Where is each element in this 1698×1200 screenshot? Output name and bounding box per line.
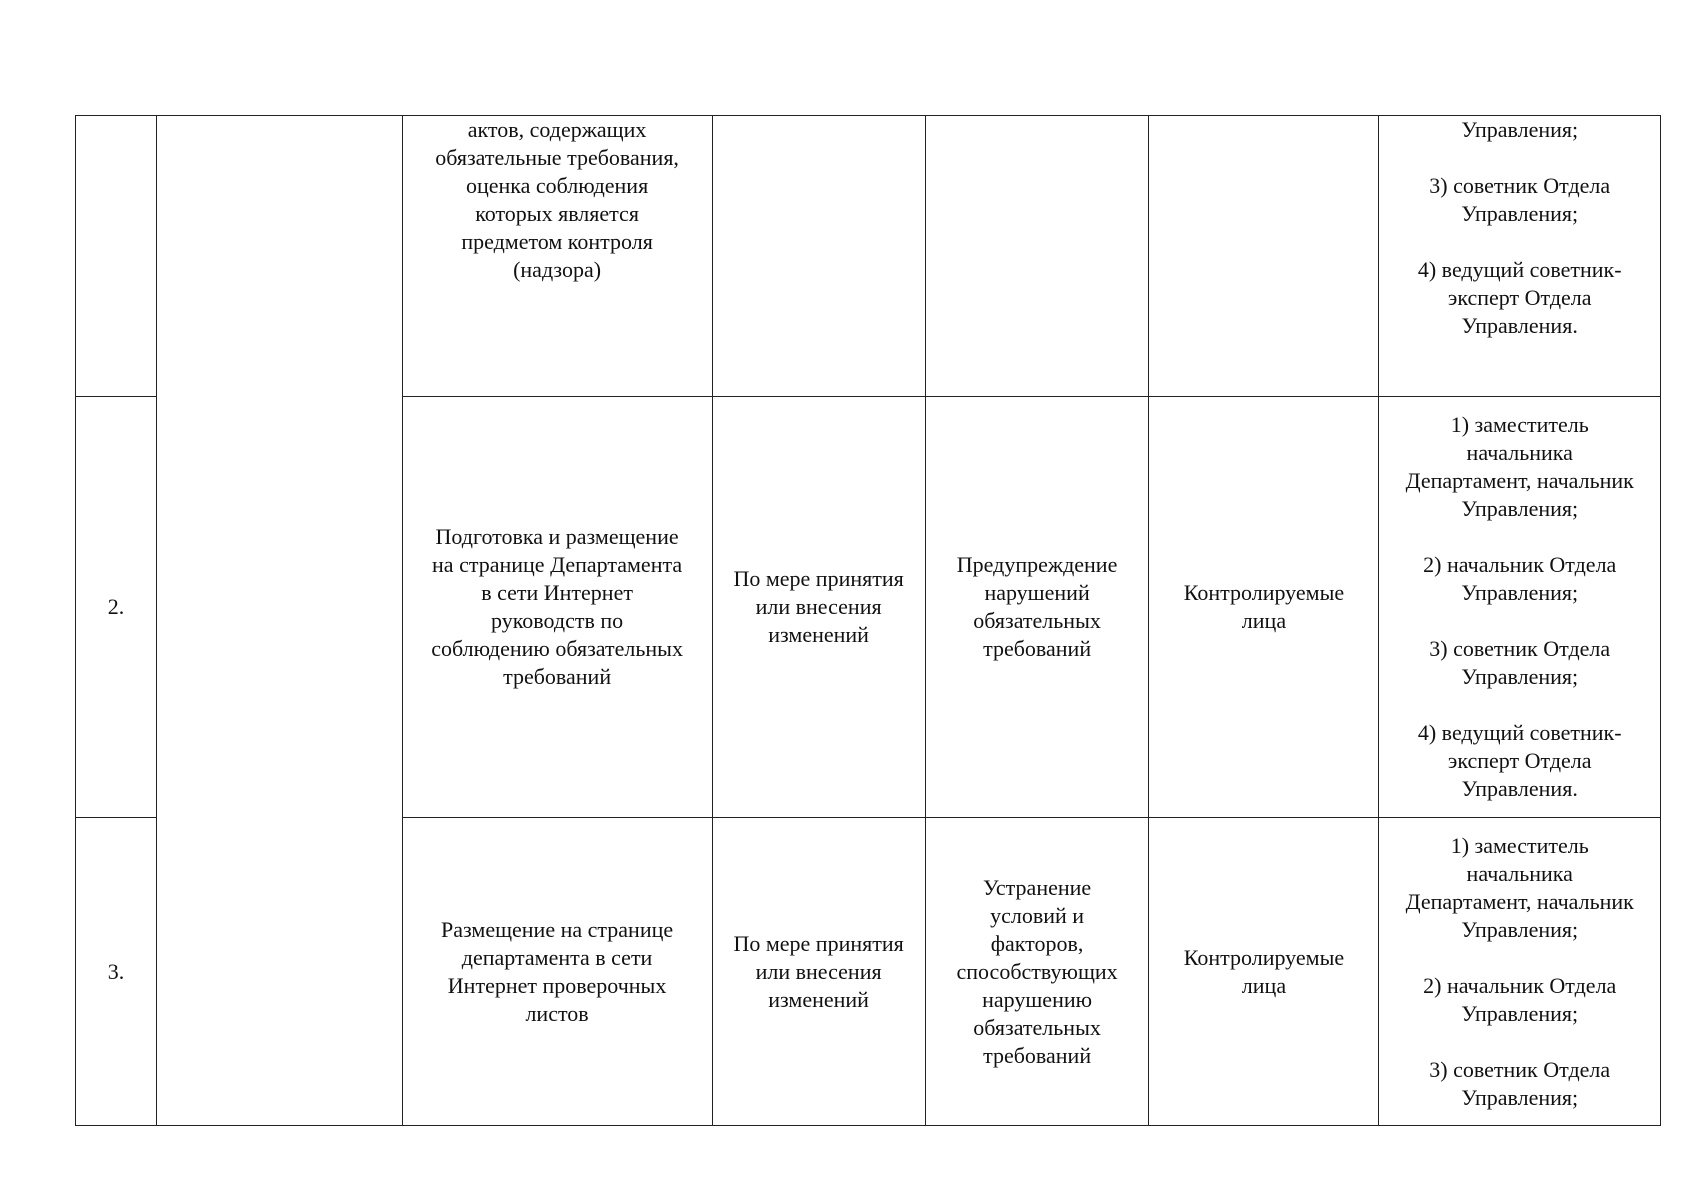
deadline-cell: По мере принятия или внесения изменений bbox=[712, 397, 925, 818]
responsible-item: 4) ведущий советник- эксперт Отдела Управления. bbox=[1417, 720, 1622, 801]
activity-cell: Подготовка и размещение на странице Департамента в сети Интернет руководств по соблюдению обязательных требований bbox=[402, 397, 712, 818]
goal-cell: Предупреждение нарушений обязательных требований bbox=[925, 397, 1149, 818]
goal-cell: Устранение условий и факторов, способствующих нарушению обязательных требований bbox=[925, 818, 1149, 1126]
subjects-cell: Контролируемые лица bbox=[1149, 818, 1379, 1126]
row-number-cell: 2. bbox=[76, 397, 157, 818]
activity-cell: Размещение на странице департамента в сети Интернет проверочных листов bbox=[402, 818, 712, 1126]
subjects-cell bbox=[1149, 116, 1379, 397]
responsible-item: Управления; bbox=[1461, 117, 1579, 142]
activity-cell: актов, содержащих обязательные требования, оценка соблюдения которых является предметом контроля (надзора) bbox=[402, 116, 712, 397]
responsible-cell bbox=[1379, 397, 1661, 818]
responsible-item: 2) начальник Отдела Управления; bbox=[1423, 552, 1617, 605]
responsible-item: 1) заместитель начальника Департамент, начальник Управления; bbox=[1405, 412, 1634, 521]
responsible-item: 3) советник Отдела Управления; bbox=[1429, 1056, 1611, 1110]
responsible-cell bbox=[1379, 116, 1661, 397]
responsible-cell bbox=[1379, 818, 1661, 1126]
responsible-item: 2) начальник Отдела Управления; bbox=[1423, 972, 1617, 1026]
table-row bbox=[76, 116, 1661, 397]
deadline-cell bbox=[712, 116, 925, 397]
deadline-cell: По мере принятия или внесения изменений bbox=[712, 818, 925, 1126]
goal-cell bbox=[925, 116, 1149, 397]
merged-empty-cell bbox=[156, 116, 402, 1126]
subjects-cell: Контролируемые лица bbox=[1149, 397, 1379, 818]
row-number-cell bbox=[76, 116, 157, 397]
responsible-item: 3) советник Отдела Управления; bbox=[1429, 636, 1611, 689]
responsible-item: 4) ведущий советник- эксперт Отдела Управления. bbox=[1417, 257, 1622, 338]
measures-table bbox=[75, 115, 1661, 1126]
row-number-cell: 3. bbox=[76, 818, 157, 1126]
responsible-item: 1) заместитель начальника Департамент, начальник Управления; bbox=[1405, 832, 1634, 942]
responsible-item: 3) советник Отдела Управления; bbox=[1429, 173, 1611, 226]
